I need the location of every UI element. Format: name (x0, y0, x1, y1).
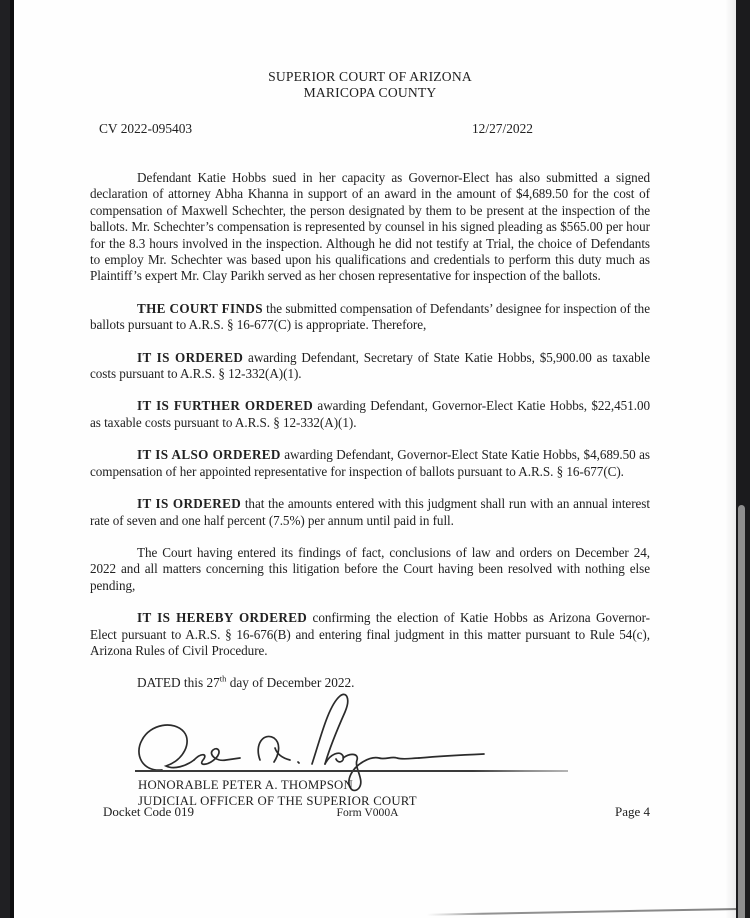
dated-text-after: day of December 2022. (226, 675, 355, 691)
page-right-shadow (725, 0, 736, 918)
form-code: Form V000A (336, 805, 399, 819)
paragraph-text: confirming the election of Katie Hobbs as Arizona Governor-Elect pursuant to A.R.S. § 16-676(B) and entering final judgment in this matter pursuant to Rule 54(c), Arizona Rules of Civil Procedure. (90, 610, 651, 658)
paragraph-interest-rate (90, 496, 650, 529)
court-name: SUPERIOR COURT OF ARIZONA (268, 69, 472, 84)
case-info-row (90, 121, 650, 137)
docket-code: Docket Code 019 (103, 803, 194, 819)
paragraph-findings-entered (90, 545, 650, 594)
paragraph-lead: IT IS HEREBY ORDERED (137, 610, 308, 626)
filing-date: 12/27/2022 (471, 121, 533, 136)
paragraph-text: awarding Defendant, Governor-Elect Katie Hobbs, $22,451.00 as taxable costs pursuant to A.R.S. § 12-332(A)(1). (90, 398, 650, 430)
judge-name: HONORABLE PETER A. THOMPSON (138, 777, 353, 792)
dated-text: DATED this 27 (137, 675, 220, 691)
document-header (90, 69, 650, 101)
viewer-letterbox-left (0, 0, 14, 918)
paragraph-lead: IT IS ALSO ORDERED (137, 447, 281, 463)
paragraph-lead: THE COURT FINDS (137, 300, 263, 316)
paragraph-further-ordered-22451 (90, 398, 650, 431)
paragraph-also-ordered-4689 (90, 447, 650, 480)
paragraph-text: that the amounts entered with this judgment shall run with an annual interest rate of seven and one half percent (7.5%) per annum until paid in full. (90, 496, 650, 528)
paragraph-lead: IT IS ORDERED (137, 496, 242, 512)
scrollbar-thumb[interactable] (738, 505, 745, 918)
signature-line (135, 770, 568, 772)
dated-line (90, 675, 650, 692)
judge-title: JUDICIAL OFFICER OF THE SUPERIOR COURT (138, 793, 417, 808)
paragraph-court-finds (90, 301, 650, 334)
document-footer (90, 804, 650, 824)
paragraph-text: The Court having entered its findings of fact, conclusions of law and orders on December 24, 2022 and all matters concerning this litigation before the Court having been resolved with nothing else pending, (90, 544, 650, 593)
page-number: Page 4 (614, 803, 650, 819)
court-document-page (14, 0, 736, 918)
paragraph-lead: IT IS FURTHER ORDERED (137, 398, 314, 414)
paragraph-lead: IT IS ORDERED (137, 349, 244, 365)
case-number: CV 2022-095403 (99, 121, 193, 136)
dated-ordinal-suffix: th (219, 673, 227, 684)
paragraph-hereby-ordered-confirming (90, 610, 650, 659)
paragraph-ordered-5900 (90, 350, 650, 383)
county-name: MARICOPA COUNTY (303, 85, 437, 100)
paragraph-defendant-compensation (90, 170, 650, 285)
paragraph-text: awarding Defendant, Secretary of State Katie Hobbs, $5,900.00 as taxable costs pursuant to A.R.S. § 12-332(A)(1). (90, 349, 650, 382)
paragraph-text: Defendant Katie Hobbs sued in her capacity as Governor-Elect has also submitted a signed declaration of attorney Abha Khanna in support of an award in the amount of $4,689.50 for the cost of compensation of Maxwell Schechter, the person designated by them to be present at the inspection of the ballots. Mr. Schechter’s compensation is represented by counsel in his signed pleading as $565.00 per hour for the 8.3 hours involved in the inspection. Although he did not testify at Trial, the choice of Defendants to employ Mr. Schechter was based upon his qualifications and credentials to perform this duty much as Plaintiff’s expert Mr. Clay Parikh served as her chosen representative for inspection of the ballots. (90, 170, 650, 284)
paragraph-text: awarding Defendant, Governor-Elect State Katie Hobbs, $4,689.50 as compensation of her appointed representative for inspection of ballots pursuant to A.R.S. § 16-677(C). (90, 447, 650, 479)
signature-block (90, 692, 650, 808)
paragraph-text: the submitted compensation of Defendants’ designee for inspection of the ballots pursuant to A.R.S. § 16-677(C) is appropriate. Therefore, (90, 300, 650, 333)
